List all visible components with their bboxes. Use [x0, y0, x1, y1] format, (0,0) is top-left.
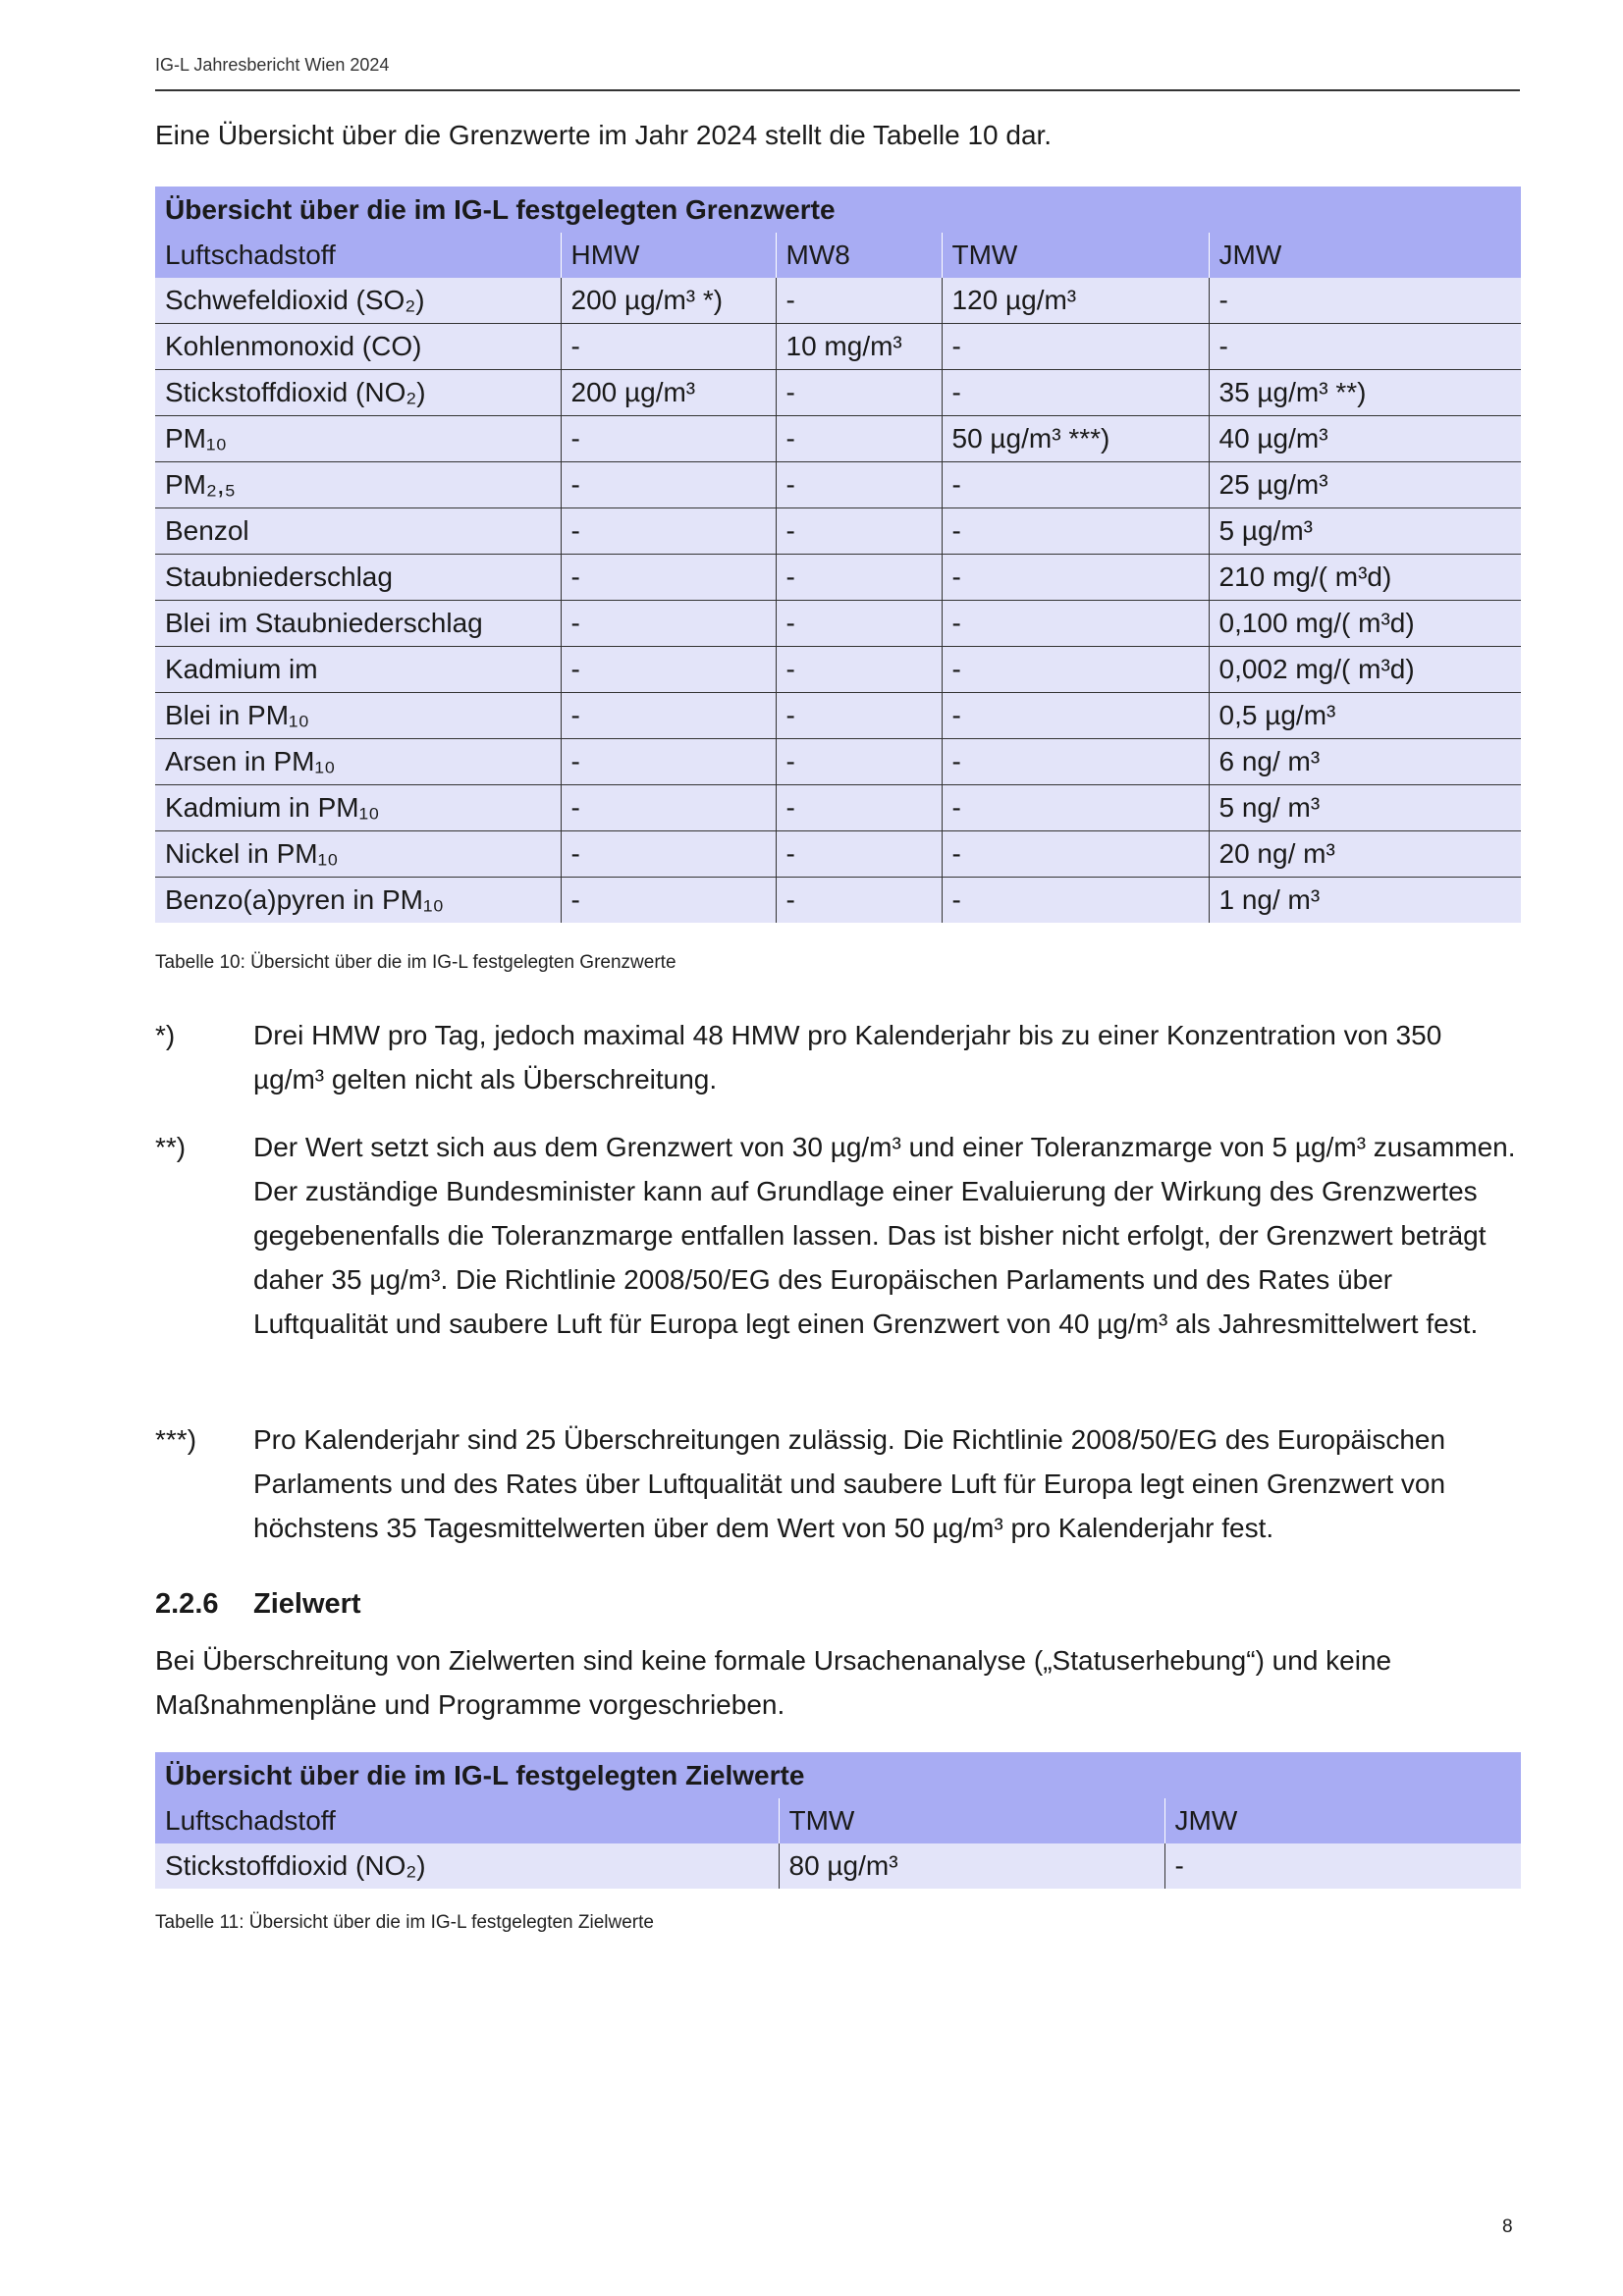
table-cell: - [776, 416, 942, 462]
section-paragraph: Bei Überschreitung von Zielwerten sind keine formale Ursachenanalyse („Statuserhebung“) und keine Maßnahmenpläne und Programme vorgeschrieben. [155, 1645, 1392, 1720]
footnote [155, 1125, 1520, 1346]
intro-paragraph: Eine Übersicht über die Grenzwerte im Jahr 2024 stellt die Tabelle 10 dar. [155, 120, 1053, 150]
table-cell: - [942, 508, 1209, 555]
table-title: Übersicht über die im IG-L festgelegten Grenzwerte [155, 187, 1521, 233]
table-cell: - [776, 508, 942, 555]
table-cell: - [776, 693, 942, 739]
table-cell: Kohlenmonoxid (CO) [155, 324, 561, 370]
table-row [155, 508, 1521, 555]
table-cell: 50 µg/m³ ***) [942, 416, 1209, 462]
table-cell: - [776, 739, 942, 785]
table-cell: Kadmium im [155, 647, 561, 693]
table-cell: - [561, 831, 776, 878]
table-cell: - [776, 278, 942, 324]
table-cell: Stickstoffdioxid (NO₂) [155, 370, 561, 416]
column-header: HMW [561, 233, 776, 278]
running-header: IG-L Jahresbericht Wien 2024 [155, 55, 1520, 91]
table-cell: - [776, 878, 942, 924]
table-cell: Arsen in PM₁₀ [155, 739, 561, 785]
table-cell: 0,002 mg/( m³d) [1209, 647, 1521, 693]
table-cell: Schwefeldioxid (SO₂) [155, 278, 561, 324]
table-cell: Blei in PM₁₀ [155, 693, 561, 739]
section-number: 2.2.6 [155, 1588, 219, 1620]
column-header: TMW [942, 233, 1209, 278]
table-caption: Tabelle 10: Übersicht über die im IG-L festgelegten Grenzwerte [155, 952, 676, 973]
table-cell: 80 µg/m³ [779, 1843, 1164, 1889]
table-cell: 120 µg/m³ [942, 278, 1209, 324]
table-cell: 20 ng/ m³ [1209, 831, 1521, 878]
table-row [155, 647, 1521, 693]
section-heading [155, 1588, 361, 1621]
column-header: JMW [1209, 233, 1521, 278]
table-cell: - [942, 462, 1209, 508]
table-cell: 25 µg/m³ [1209, 462, 1521, 508]
table-cell: - [561, 739, 776, 785]
table-cell: - [561, 555, 776, 601]
table-cell: Benzo(a)pyren in PM₁₀ [155, 878, 561, 924]
table-cell: 210 mg/( m³d) [1209, 555, 1521, 601]
table-cell: - [561, 878, 776, 924]
section-title: Zielwert [253, 1588, 361, 1620]
table-cell: 35 µg/m³ **) [1209, 370, 1521, 416]
column-header: Luftschadstoff [155, 1798, 779, 1843]
column-header: MW8 [776, 233, 942, 278]
table-row [155, 278, 1521, 324]
table-cell: Blei im Staubniederschlag [155, 601, 561, 647]
footnote-mark: **) [155, 1132, 187, 1162]
footnote [155, 1417, 1520, 1550]
table-cell: 40 µg/m³ [1209, 416, 1521, 462]
table-row [155, 1843, 1521, 1889]
table-cell: - [942, 370, 1209, 416]
table-cell: - [776, 601, 942, 647]
table-caption: Tabelle 11: Übersicht über die im IG-L festgelegten Zielwerte [155, 1912, 654, 1933]
table-cell: Stickstoffdioxid (NO₂) [155, 1843, 779, 1889]
table-cell: Kadmium in PM₁₀ [155, 785, 561, 831]
table-cell: - [1209, 278, 1521, 324]
column-header: JMW [1164, 1798, 1521, 1843]
table-cell: - [561, 785, 776, 831]
table-cell: - [942, 601, 1209, 647]
footnote-text: Pro Kalenderjahr sind 25 Überschreitungen zulässig. Die Richtlinie 2008/50/EG des Europäischen Parlaments und des Rates über Luftqualität und saubere Luft für Europa legt einen Grenzwert von höchstens 35 Tagesmittelwerten über dem Wert von 50 µg/m³ pro Kalenderjahr fest. [253, 1424, 1446, 1543]
table-cell: Staubniederschlag [155, 555, 561, 601]
table-cell: - [561, 647, 776, 693]
table-cell: - [1164, 1843, 1521, 1889]
page-number: 8 [1502, 2216, 1513, 2237]
table-cell: 6 ng/ m³ [1209, 739, 1521, 785]
table-title: Übersicht über die im IG-L festgelegten Zielwerte [155, 1752, 1521, 1798]
table-cell: - [561, 462, 776, 508]
table-cell: - [561, 324, 776, 370]
table-row [155, 693, 1521, 739]
table-header-row [155, 233, 1521, 278]
table-cell: - [942, 739, 1209, 785]
table-cell: 0,5 µg/m³ [1209, 693, 1521, 739]
table-cell: - [776, 555, 942, 601]
table-header-row [155, 1798, 1521, 1843]
footnote [155, 1013, 1520, 1101]
table-cell: PM₂,₅ [155, 462, 561, 508]
table-cell: 5 µg/m³ [1209, 508, 1521, 555]
table-row [155, 370, 1521, 416]
table-cell: 200 µg/m³ *) [561, 278, 776, 324]
table-row [155, 462, 1521, 508]
table-cell: - [561, 601, 776, 647]
table-row [155, 601, 1521, 647]
table-row [155, 416, 1521, 462]
footnote-text: Drei HMW pro Tag, jedoch maximal 48 HMW pro Kalenderjahr bis zu einer Konzentration von 350 µg/m³ gelten nicht als Überschreitung. [253, 1020, 1442, 1095]
table-cell: - [942, 324, 1209, 370]
table-row [155, 785, 1521, 831]
table-cell: 10 mg/m³ [776, 324, 942, 370]
table-cell: Nickel in PM₁₀ [155, 831, 561, 878]
table-cell: - [942, 878, 1209, 924]
footnote-text: Der Wert setzt sich aus dem Grenzwert von 30 µg/m³ und einer Toleranzmarge von 5 µg/m³ zusammen. Der zuständige Bundesminister kann auf Grundlage einer Evaluierung der Wirkung des Grenzwertes gegebenenfalls die Toleranzmarge entfallen lassen. Das ist bisher nicht erfolgt, der Grenzwert beträgt daher 35 µg/m³. Die Richtlinie 2008/50/EG des Europäischen Parlaments und des Rates über Luftqualität und saubere Luft für Europa legt einen Grenzwert von 40 µg/m³ als Jahresmittelwert fest. [253, 1132, 1516, 1339]
table-cell: 5 ng/ m³ [1209, 785, 1521, 831]
table-cell: - [776, 831, 942, 878]
table-cell: 1 ng/ m³ [1209, 878, 1521, 924]
footnote-mark: *) [155, 1020, 176, 1050]
table-row [155, 878, 1521, 924]
limit-values-table [155, 187, 1521, 923]
table-cell: - [942, 647, 1209, 693]
table-cell: - [776, 462, 942, 508]
table-cell: - [776, 785, 942, 831]
table-row [155, 739, 1521, 785]
table-cell: 200 µg/m³ [561, 370, 776, 416]
table-row [155, 555, 1521, 601]
table-cell: - [942, 693, 1209, 739]
table-cell: - [561, 416, 776, 462]
table-cell: PM₁₀ [155, 416, 561, 462]
table-cell: 0,100 mg/( m³d) [1209, 601, 1521, 647]
table-cell: Benzol [155, 508, 561, 555]
table-cell: - [776, 370, 942, 416]
column-header: TMW [779, 1798, 1164, 1843]
table-cell: - [561, 693, 776, 739]
footnote-mark: ***) [155, 1424, 197, 1455]
column-header: Luftschadstoff [155, 233, 561, 278]
table-cell: - [942, 555, 1209, 601]
target-values-table [155, 1752, 1521, 1889]
table-cell: - [1209, 324, 1521, 370]
table-row [155, 324, 1521, 370]
table-cell: - [561, 508, 776, 555]
table-cell: - [942, 831, 1209, 878]
table-cell: - [942, 785, 1209, 831]
table-row [155, 831, 1521, 878]
table-cell: - [776, 647, 942, 693]
